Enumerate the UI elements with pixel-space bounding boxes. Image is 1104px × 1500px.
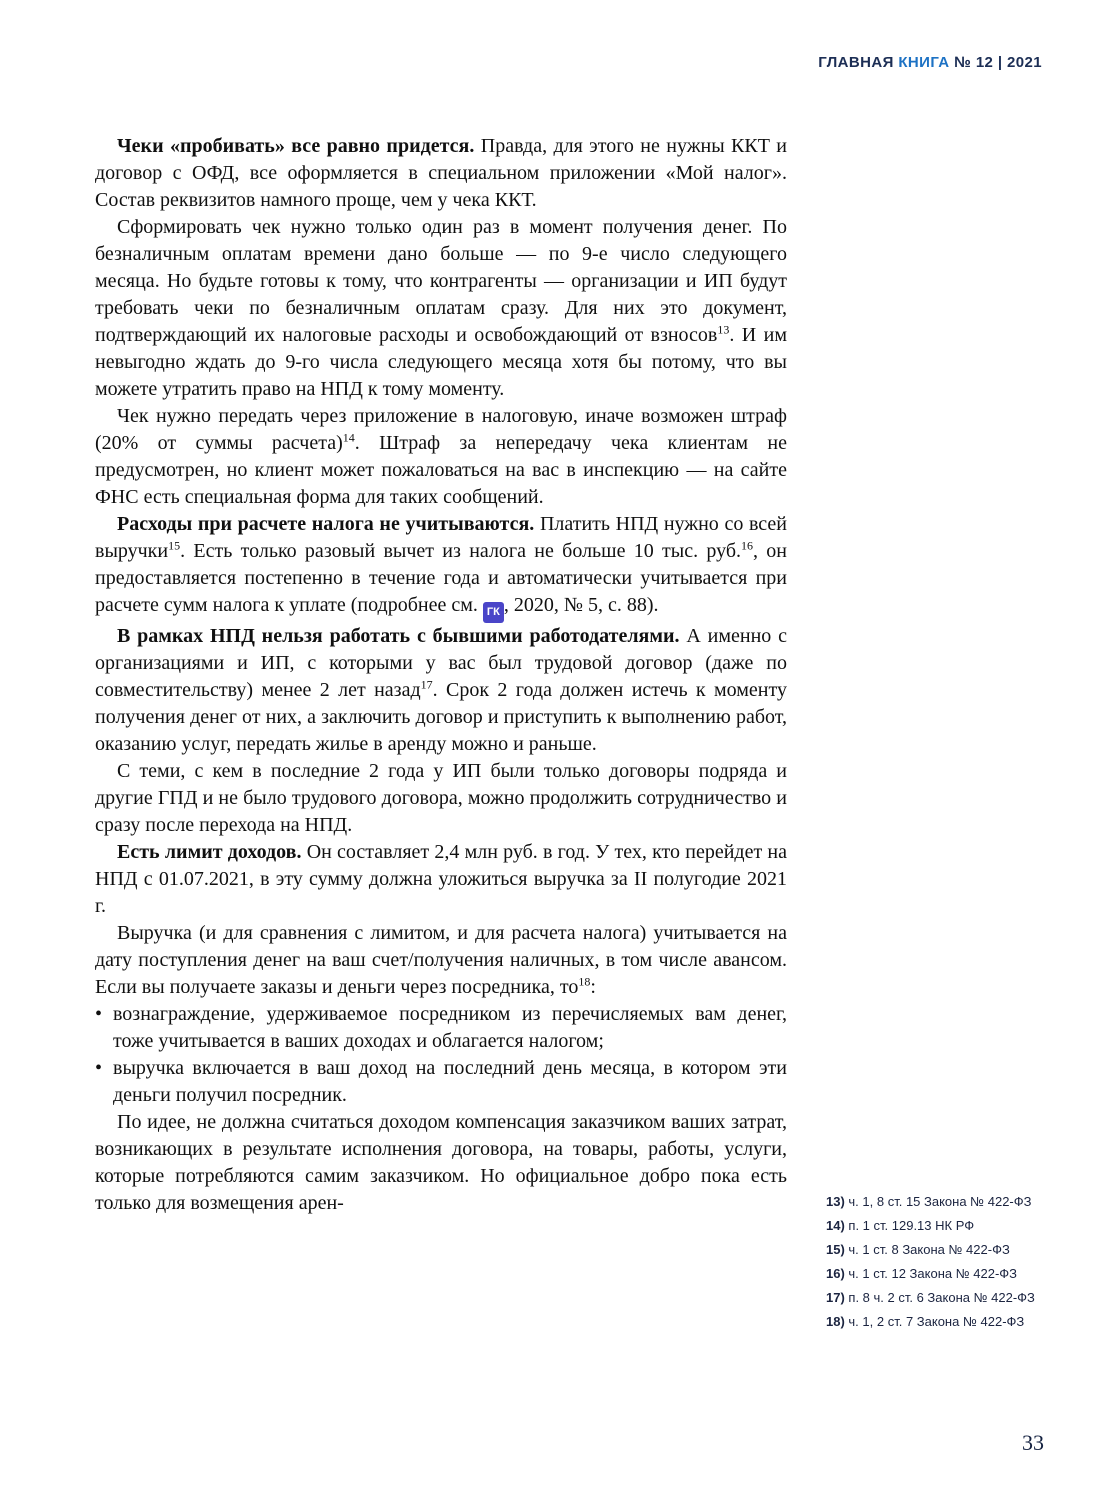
footnote-text: ч. 1, 2 ст. 7 Закона № 422-ФЗ bbox=[844, 1314, 1025, 1329]
paragraph-text: С теми, с кем в последние 2 года у ИП были только договоры подряда и другие ГПД и не было трудового договора, можно продолжить сотрудничество и сразу после перехода на НПД. bbox=[95, 760, 787, 836]
paragraph-text: Выручка (и для сравнения с лимитом, и для расчета налога) учитывается на дату поступления денег на ваш счет/получения наличных, в том числе авансом. Если вы получаете заказы и деньги через посредника, то bbox=[95, 922, 787, 998]
paragraph-text: Правда, для этого не нужны ККТ и договор с ОФД, все оформляется в специальном приложении «Мой налог». Состав реквизитов намного проще, чем у чека ККТ. bbox=[95, 135, 788, 211]
paragraph-text: : bbox=[590, 976, 596, 998]
footnote-number: 17) bbox=[826, 1290, 845, 1305]
paragraph-text: Сформировать чек нужно только один раз в момент получения денег. По безналичным оплатам времени дано больше — по 9-е число следующего месяца. Но будьте готовы к тому, что контрагенты — организации и ИП будут требовать чеки по безналичным оплатам сразу. Для них это документ, подтверждающий их налоговые расходы и освобождающий от взносов bbox=[95, 216, 787, 346]
footnote-reference: 17 bbox=[420, 677, 433, 692]
page-number: 33 bbox=[1022, 1430, 1044, 1455]
paragraph-text: Платить НПД нужно со всей выручки bbox=[95, 513, 787, 562]
paragraph bbox=[95, 511, 787, 623]
paragraph-text: Чек нужно передать через приложение в налоговую, иначе возможен штраф (20% от суммы расчета) bbox=[95, 405, 787, 454]
paragraph bbox=[95, 403, 787, 511]
paragraph bbox=[95, 1109, 787, 1217]
bullet-marker: • bbox=[95, 1003, 103, 1025]
paragraph bbox=[95, 920, 787, 1001]
paragraph-text: выручка включается в ваш доход на последний день месяца, в котором эти деньги получил посредник. bbox=[113, 1057, 787, 1106]
footnote-number: 13) bbox=[826, 1194, 845, 1209]
paragraph bbox=[95, 214, 787, 403]
paragraph-text: вознаграждение, удерживаемое посредником из перечисляемых вам денег, тоже учитывается в ваших доходах и облагается налогом; bbox=[113, 1003, 787, 1052]
gk-magazine-icon: ГК bbox=[483, 602, 504, 623]
bullet-item bbox=[95, 1001, 787, 1055]
footnote-number: 14) bbox=[826, 1218, 845, 1233]
bullet-item bbox=[95, 1055, 787, 1109]
brand-word-secondary: КНИГА bbox=[898, 54, 950, 71]
paragraph-lead: Чеки «пробивать» все равно придется. bbox=[117, 135, 481, 157]
paragraph-lead: Расходы при расчете налога не учитываются. bbox=[117, 513, 540, 535]
paragraph-text: . Срок 2 года должен истечь к моменту получения денег от них, а заключить договор и приступить к выполнению работ, оказанию услуг, передать жилье в аренду можно и раньше. bbox=[95, 679, 787, 755]
article-body bbox=[95, 133, 787, 1217]
paragraph-text: По идее, не должна считаться доходом компенсация заказчиком ваших затрат, возникающих в результате исполнения договора, на товары, работы, услуги, которые потребляются самим заказчиком. Но официальное добро пока есть только для возмещения арен- bbox=[95, 1111, 787, 1214]
paragraph-text: . Штраф за непередачу чека клиентам не предусмотрен, но клиент может пожаловаться на вас в инспекцию — на сайте ФНС есть специальная форма для таких сообщений. bbox=[95, 432, 787, 508]
footnote-number: 15) bbox=[826, 1242, 845, 1257]
paragraph-text: Он составляет 2,4 млн руб. в год. У тех, кто перейдет на НПД с 01.07.2021, в эту сумму должна уложиться выручка за II полугодие 2021 г. bbox=[95, 841, 787, 917]
paragraph-text: А именно с организациями и ИП, с которыми у вас был трудовой договор (даже по совместительству) менее 2 лет назад bbox=[95, 625, 788, 701]
footnote-reference: 18 bbox=[578, 974, 591, 989]
paragraph-lead: Есть лимит доходов. bbox=[117, 841, 307, 863]
footnotes-list bbox=[826, 1193, 1048, 1337]
paragraph-lead: В рамках НПД нельзя работать с бывшими работодателями. bbox=[117, 625, 687, 647]
footnote-reference: 14 bbox=[342, 430, 355, 445]
footnote-text: п. 1 ст. 129.13 НК РФ bbox=[844, 1218, 975, 1233]
footnote-reference: 16 bbox=[741, 538, 754, 553]
footnote-item bbox=[826, 1241, 1048, 1258]
paragraph bbox=[95, 758, 787, 839]
footnote-reference: 13 bbox=[717, 322, 730, 337]
paragraph-text: , он предоставляется постепенно в течение года и автоматически учитывается при расчете сумм налога к уплате (подробнее см. bbox=[95, 540, 788, 616]
paragraph-text: , 2020, № 5, с. 88). bbox=[503, 594, 659, 616]
footnote-text: п. 8 ч. 2 ст. 6 Закона № 422-ФЗ bbox=[844, 1290, 1035, 1305]
footnote-item bbox=[826, 1289, 1048, 1306]
issue-label: № 12 | 2021 bbox=[954, 54, 1042, 71]
paragraph bbox=[95, 133, 787, 214]
footnote-reference: 15 bbox=[168, 538, 181, 553]
paragraph-text: . И им невыгодно ждать до 9-го числа следующего месяца хотя бы потому, что вы можете утратить право на НПД к тому моменту. bbox=[95, 324, 787, 400]
paragraph bbox=[95, 623, 787, 758]
footnote-item bbox=[826, 1217, 1048, 1234]
paragraph-text: . Есть только разовый вычет из налога не больше 10 тыс. руб. bbox=[180, 540, 742, 562]
footnote-text: ч. 1, 8 ст. 15 Закона № 422-ФЗ bbox=[844, 1194, 1032, 1209]
footnote-text: ч. 1 ст. 8 Закона № 422-ФЗ bbox=[844, 1242, 1010, 1257]
footnote-number: 18) bbox=[826, 1314, 845, 1329]
bullet-marker: • bbox=[95, 1057, 103, 1079]
magazine-header bbox=[818, 54, 1042, 71]
brand-word-primary: ГЛАВНАЯ bbox=[818, 54, 894, 71]
footnote-item bbox=[826, 1313, 1048, 1330]
paragraph bbox=[95, 839, 787, 920]
footnote-text: ч. 1 ст. 12 Закона № 422-ФЗ bbox=[844, 1266, 1018, 1281]
footnote-item bbox=[826, 1193, 1048, 1210]
footnote-item bbox=[826, 1265, 1048, 1282]
footnote-number: 16) bbox=[826, 1266, 845, 1281]
